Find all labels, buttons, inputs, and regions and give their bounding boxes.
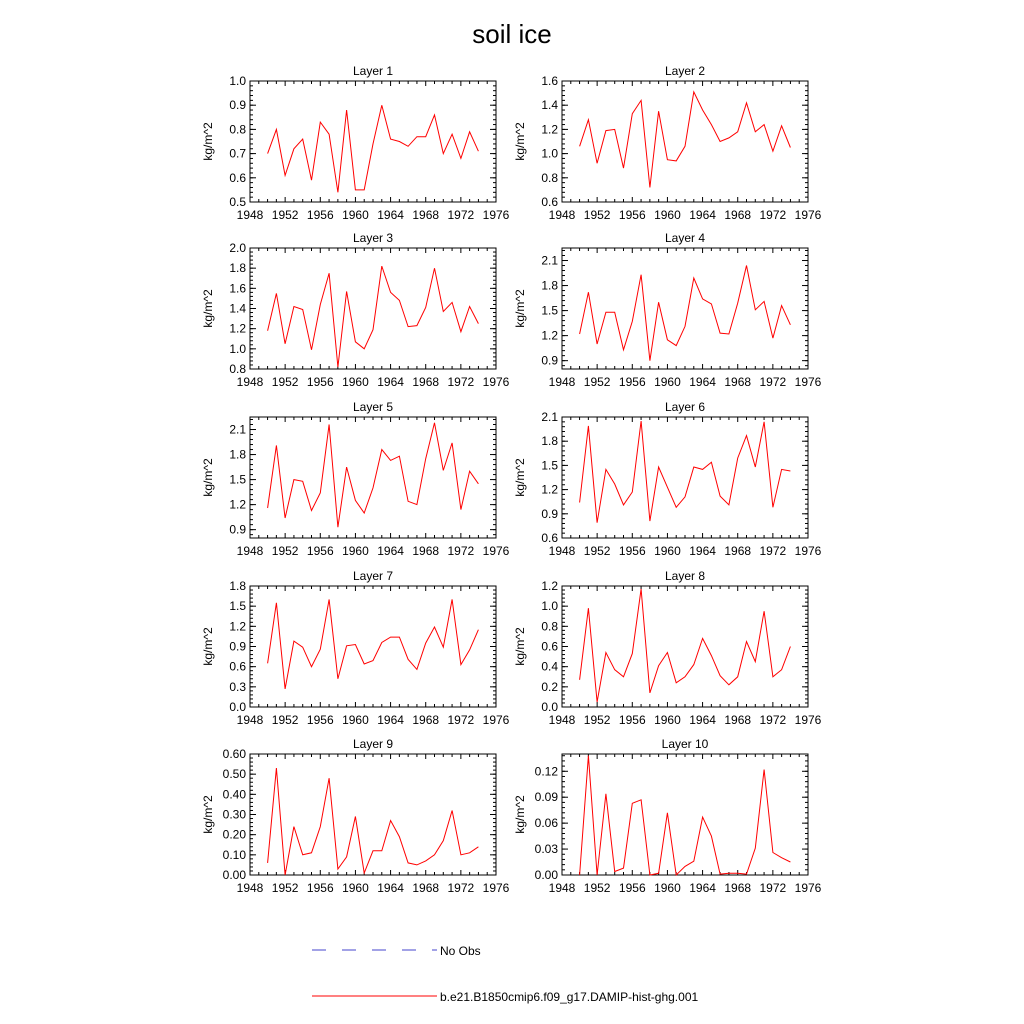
plot-frame [562,81,808,202]
series-line-1 [268,599,479,689]
panel-layer-10 [513,737,822,895]
x-tick-label: 1964 [689,544,716,558]
y-axis-label: kg/m^2 [513,458,527,497]
y-tick-label: 0.06 [534,816,558,831]
y-tick-label: 0.03 [534,842,558,857]
x-tick-label: 1964 [377,881,404,895]
legend-label-model-run: b.e21.B1850cmip6.f09_g17.DAMIP-hist-ghg.001 [440,990,699,1004]
plot-frame [562,417,808,538]
x-tick-label: 1968 [412,544,440,558]
x-tick-label: 1960 [342,713,369,727]
panel-layer-3 [201,231,510,389]
y-tick-label: 0.9 [541,353,558,368]
x-tick-label: 1972 [447,881,475,895]
x-tick-label: 1948 [548,713,576,727]
plot-frame [250,417,496,538]
x-tick-label: 1976 [794,208,822,222]
x-tick-label: 1952 [583,544,611,558]
x-tick-label: 1956 [306,544,334,558]
y-tick-label: 1.2 [541,579,558,593]
y-tick-label: 2.0 [229,241,246,255]
y-tick-label: 1.2 [541,328,558,343]
x-tick-label: 1976 [482,375,510,389]
x-tick-label: 1948 [548,544,576,558]
y-axis-label: kg/m^2 [513,122,527,161]
plot-frame [250,248,496,369]
x-tick-label: 1964 [377,208,404,222]
x-tick-label: 1960 [654,713,681,727]
y-tick-label: 0.10 [222,847,246,862]
x-tick-label: 1968 [724,208,752,222]
x-tick-label: 1956 [306,881,334,895]
x-tick-label: 1952 [583,713,611,727]
x-tick-label: 1968 [412,208,440,222]
y-tick-label: 1.5 [541,458,558,473]
x-tick-label: 1948 [548,208,576,222]
y-tick-label: 0.6 [541,531,558,545]
y-tick-label: 0.9 [229,98,246,113]
panel-layer-8 [513,569,822,727]
panel-title: Layer 6 [664,400,706,414]
y-tick-label: 0.50 [222,767,246,782]
panel-title: Layer 5 [352,400,394,414]
y-tick-label: 1.0 [541,599,558,614]
x-tick-label: 1956 [306,713,334,727]
x-tick-label: 1948 [236,881,264,895]
panel-title: Layer 3 [352,231,394,245]
x-tick-label: 1968 [724,713,752,727]
y-tick-label: 0.30 [222,807,246,822]
y-tick-label: 0.6 [229,170,246,185]
y-tick-label: 1.2 [229,497,246,512]
panel-title: Layer 1 [352,64,394,78]
x-tick-label: 1948 [548,881,576,895]
x-tick-label: 1972 [447,208,475,222]
x-tick-label: 1976 [482,881,510,895]
y-tick-label: 0.6 [229,659,246,674]
x-tick-label: 1972 [759,713,787,727]
x-tick-label: 1948 [548,375,576,389]
y-tick-label: 1.0 [229,341,246,356]
panel-layer-7 [201,569,510,727]
legend-label-no-obs: No Obs [440,944,481,958]
y-tick-label: 1.6 [229,281,246,296]
x-tick-label: 1976 [794,544,822,558]
x-tick-label: 1976 [482,713,510,727]
x-tick-label: 1960 [342,208,369,222]
plot-frame [562,586,808,707]
x-tick-label: 1960 [654,881,681,895]
y-axis-label: kg/m^2 [201,795,215,834]
series-line-1 [580,266,791,361]
y-axis-label: kg/m^2 [513,795,527,834]
x-tick-label: 1956 [306,208,334,222]
y-tick-label: 0.8 [541,170,558,185]
y-axis-label: kg/m^2 [513,289,527,328]
series-line-1 [580,421,791,523]
series-line-1 [580,756,791,875]
y-tick-label: 1.8 [541,434,558,449]
series-line-1 [580,92,791,188]
x-tick-label: 1952 [583,208,611,222]
y-axis-label: kg/m^2 [201,458,215,497]
y-tick-label: 1.8 [229,261,246,276]
x-tick-label: 1968 [724,375,752,389]
x-tick-label: 1972 [759,544,787,558]
plot-frame [250,754,496,875]
x-tick-label: 1972 [759,881,787,895]
legend [312,944,698,1004]
y-tick-label: 1.2 [541,122,558,137]
y-axis-label: kg/m^2 [201,122,215,161]
panel-layer-2 [513,64,822,222]
y-tick-label: 1.0 [229,74,246,88]
x-tick-label: 1972 [759,208,787,222]
y-tick-label: 1.2 [229,619,246,634]
y-tick-label: 0.09 [534,790,558,805]
y-tick-label: 0.9 [229,639,246,654]
x-tick-label: 1964 [377,375,404,389]
x-tick-label: 1952 [271,881,299,895]
x-tick-label: 1952 [271,208,299,222]
x-tick-label: 1976 [794,375,822,389]
x-tick-label: 1960 [342,375,369,389]
panel-title: Layer 2 [664,64,706,78]
x-tick-label: 1952 [583,881,611,895]
x-tick-label: 1968 [724,544,752,558]
y-tick-label: 0.9 [229,522,246,537]
chart-panels [201,64,822,895]
y-tick-label: 1.8 [229,579,246,593]
x-tick-label: 1952 [271,375,299,389]
panel-layer-4 [513,231,822,389]
series-line-1 [268,423,479,527]
panel-title: Layer 10 [661,737,709,751]
series-line-1 [268,105,479,192]
y-tick-label: 0.7 [229,146,246,161]
x-tick-label: 1956 [618,208,646,222]
y-tick-label: 0.00 [222,868,246,882]
y-tick-label: 0.20 [222,827,246,842]
y-tick-label: 0.5 [229,195,246,209]
x-tick-label: 1964 [689,713,716,727]
panel-layer-9 [201,737,510,895]
y-tick-label: 0.40 [222,787,246,802]
x-tick-label: 1972 [447,375,475,389]
y-tick-label: 1.0 [541,146,558,161]
y-tick-label: 0.6 [541,195,558,209]
x-tick-label: 1956 [618,544,646,558]
x-tick-label: 1972 [447,713,475,727]
x-tick-label: 1952 [271,713,299,727]
x-tick-label: 1952 [271,544,299,558]
y-tick-label: 1.8 [229,447,246,462]
panel-layer-1 [201,64,510,222]
x-tick-label: 1964 [689,208,716,222]
figure-title: soil ice [472,19,552,49]
panel-title: Layer 7 [352,569,394,583]
y-axis-label: kg/m^2 [513,627,527,666]
x-tick-label: 1960 [654,544,681,558]
y-tick-label: 1.2 [541,482,558,497]
y-tick-label: 0.60 [222,747,246,761]
series-line-1 [268,266,479,367]
x-tick-label: 1956 [618,713,646,727]
series-line-1 [580,589,791,702]
x-tick-label: 1964 [377,544,404,558]
x-tick-label: 1976 [794,713,822,727]
y-tick-label: 1.8 [541,278,558,293]
panel-title: Layer 9 [352,737,394,751]
x-tick-label: 1952 [583,375,611,389]
y-axis-label: kg/m^2 [201,627,215,666]
y-tick-label: 0.00 [534,868,558,882]
y-tick-label: 0.3 [229,679,246,694]
y-tick-label: 2.1 [541,410,558,424]
y-tick-label: 2.1 [229,422,246,437]
y-tick-label: 1.5 [229,472,246,487]
y-tick-label: 0.8 [229,122,246,137]
x-tick-label: 1976 [482,544,510,558]
x-tick-label: 1968 [412,375,440,389]
x-tick-label: 1972 [759,375,787,389]
y-tick-label: 0.8 [229,362,246,376]
x-tick-label: 1948 [236,713,264,727]
x-tick-label: 1956 [618,881,646,895]
x-tick-label: 1960 [654,208,681,222]
series-line-1 [268,768,479,875]
x-tick-label: 1960 [654,375,681,389]
y-tick-label: 0.12 [534,764,558,779]
y-tick-label: 1.4 [229,301,246,316]
x-tick-label: 1960 [342,881,369,895]
x-tick-label: 1964 [689,375,716,389]
x-tick-label: 1960 [342,544,369,558]
y-tick-label: 1.4 [541,98,558,113]
x-tick-label: 1968 [412,713,440,727]
y-tick-label: 0.8 [541,619,558,634]
y-tick-label: 1.2 [229,321,246,336]
plot-frame [250,586,496,707]
x-tick-label: 1948 [236,208,264,222]
y-tick-label: 2.1 [541,253,558,268]
panel-layer-5 [201,400,510,558]
x-tick-label: 1956 [618,375,646,389]
x-tick-label: 1948 [236,375,264,389]
x-tick-label: 1976 [482,208,510,222]
x-tick-label: 1948 [236,544,264,558]
y-tick-label: 1.6 [541,74,558,88]
y-tick-label: 1.5 [229,599,246,614]
y-tick-label: 0.0 [541,700,558,714]
plot-frame [250,81,496,202]
panel-title: Layer 8 [664,569,706,583]
x-tick-label: 1968 [724,881,752,895]
y-tick-label: 1.5 [541,303,558,318]
plot-frame [562,248,808,369]
x-tick-label: 1964 [689,881,716,895]
y-tick-label: 0.6 [541,639,558,654]
y-tick-label: 0.4 [541,659,558,674]
x-tick-label: 1968 [412,881,440,895]
x-tick-label: 1956 [306,375,334,389]
y-tick-label: 0.0 [229,700,246,714]
x-tick-label: 1972 [447,544,475,558]
panel-layer-6 [513,400,822,558]
panel-title: Layer 4 [664,231,706,245]
x-tick-label: 1976 [794,881,822,895]
y-tick-label: 0.2 [541,679,558,694]
y-axis-label: kg/m^2 [201,289,215,328]
x-tick-label: 1964 [377,713,404,727]
y-tick-label: 0.9 [541,506,558,521]
